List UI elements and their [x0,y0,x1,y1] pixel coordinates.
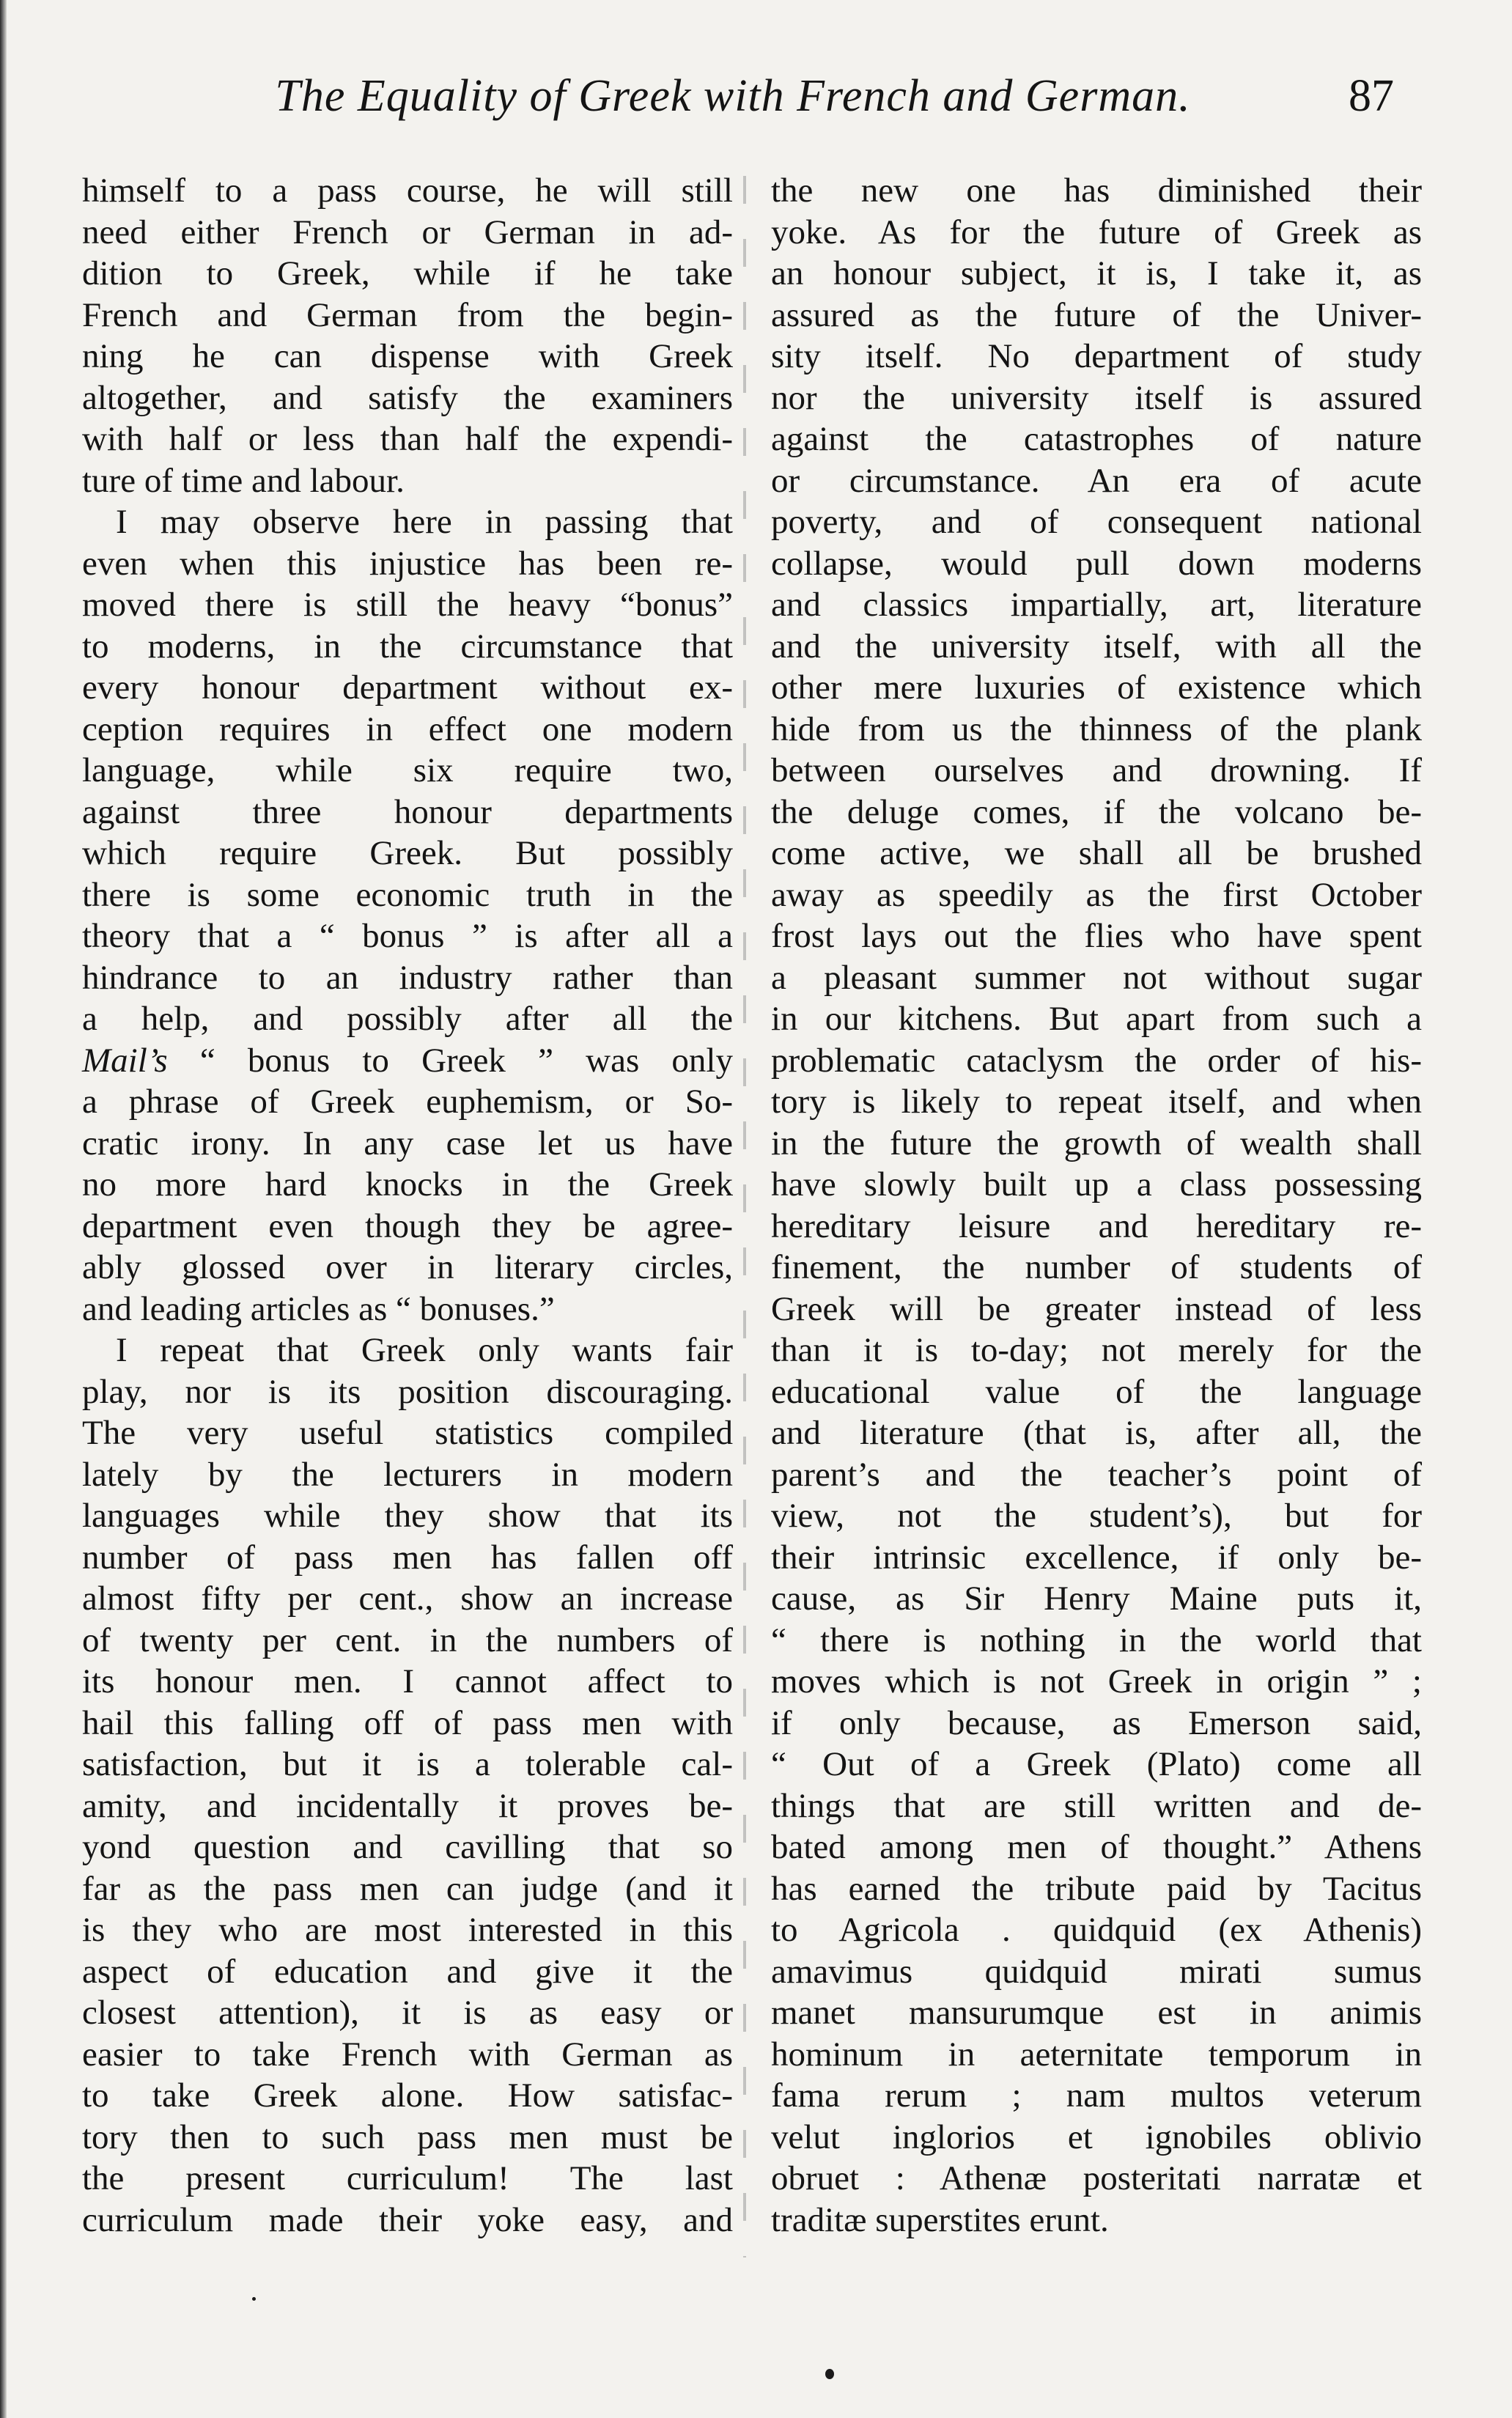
text-line: their intrinsic excellence, if only be- [771,1538,1422,1577]
text-line: bated among men of thought.” Athens [771,1828,1422,1866]
text-line: collapse, would pull down moderns [771,544,1422,583]
text-line: to Agricola . quidquid (ex Athenis) [771,1911,1422,1949]
ink-speck [252,2297,256,2301]
text-line: educational value of the language [771,1372,1422,1411]
text-line: things that are still written and de- [771,1786,1422,1825]
text-line: come active, we shall all be brushed [771,834,1422,872]
text-line: himself to a pass course, he will still [82,172,733,210]
text-line: ning he can dispense with Greek [82,337,733,375]
text-line: every honour department without ex- [82,668,733,707]
text-line: and the university itself, with all the [771,627,1422,666]
text-line: traditæ superstites erunt. [771,2200,1109,2239]
text-line: The very useful statistics compiled [82,1414,733,1452]
text-line: and literature (that is, after all, the [771,1414,1422,1452]
text-line: against three honour departments [82,792,733,831]
text-line: which require Greek. But possibly [82,834,733,872]
text-line: parent’s and the teacher’s point of [771,1455,1422,1494]
text-line: moved there is still the heavy “bonus” [82,586,733,624]
text-line: satisfaction, but it is a tolerable cal- [82,1745,733,1783]
text-line: than it is to-day; not merely for the [771,1331,1422,1369]
text-line: ably glossed over in literary circles, [82,1248,733,1286]
text-line: hereditary leisure and hereditary re- [771,1206,1422,1245]
text-line: closest attention), it is as easy or [82,1994,733,2032]
text-line: theory that a “ bonus ” is after all a [82,917,733,955]
page-number: 87 [1349,71,1394,121]
text-line: is they who are most interested in this [82,1911,733,1949]
text-line: fama rerum ; nam multos veterum [771,2076,1422,2115]
text-line: ception requires in effect one modern [82,709,733,748]
text-line: in our kitchens. But apart from such a [771,1000,1422,1038]
text-line: the new one has diminished their [771,172,1422,210]
text-line: easier to take French with German as [82,2035,733,2074]
text-line: poverty, and of consequent national [771,503,1422,541]
text-line: has earned the tribute paid by Tacitus [771,1869,1422,1908]
text-line: to moderns, in the circumstance that [82,627,733,666]
column-divider [743,176,746,2257]
text-line: velut inglorios et ignobiles oblivio [771,2117,1422,2156]
text-line: hominum in aeternitate temporum in [771,2035,1422,2074]
text-line: an honour subject, it is, I take it, as [771,254,1422,292]
scan-page-edge [0,0,7,2418]
running-head-title: The Equality of Greek with French and German. [275,71,1191,121]
text-line: yond question and cavilling that so [82,1828,733,1866]
text-line: away as speedily as the first October [771,875,1422,914]
text-line: cratic irony. In any case let us have [82,1124,733,1162]
text-line: the deluge comes, if the volcano be- [771,792,1422,831]
right-column [771,170,1422,2241]
text-line: other mere luxuries of existence which [771,668,1422,707]
text-line: yoke. As for the future of Greek as [771,213,1422,251]
text-line: with half or less than half the expendi- [82,420,733,458]
text-line: “ Out of a Greek (Plato) come all [771,1745,1422,1783]
text-line: manet mansurumque est in animis [771,1994,1422,2032]
text-line: in the future the growth of wealth shall [771,1124,1422,1162]
text-line: have slowly built up a class possessing [771,1165,1422,1204]
text-line: hail this falling off of pass men with [82,1703,733,1742]
text-line: ture of time and labour. [82,461,405,500]
text-line: hindrance to an industry rather than [82,958,733,997]
text-line: or circumstance. An era of acute [771,461,1422,500]
text-line: and classics impartially, art, literature [771,586,1422,624]
text-line: language, while six require two, [82,751,733,789]
text-line: view, not the student’s), but for [771,1497,1422,1535]
text-line: languages while they show that its [82,1497,733,1535]
text-line: dition to Greek, while if he take [82,254,733,292]
text-line: department even though they be agree- [82,1206,733,1245]
ink-dot [825,2369,834,2379]
text-line: against the catastrophes of nature [771,420,1422,458]
text-line: moves which is not Greek in origin ” ; [771,1662,1422,1700]
left-column [82,170,733,2241]
text-line: problematic cataclysm the order of his- [771,1041,1422,1080]
text-line: French and German from the begin- [82,295,733,334]
text-line: no more hard knocks in the Greek [82,1165,733,1204]
text-line: if only because, as Emerson said, [771,1703,1422,1742]
text-line: number of pass men has fallen off [82,1538,733,1577]
text-line: cause, as Sir Henry Maine puts it, [771,1580,1422,1618]
text-line: altogether, and satisfy the examiners [82,378,733,417]
italic-word: Mail’s [82,1041,168,1080]
text-line: a help, and possibly after all the [82,1000,733,1038]
text-line: even when this injustice has been re- [82,544,733,583]
text-line: finement, the number of students of [771,1248,1422,1286]
text-line: tory is likely to repeat itself, and when [771,1083,1422,1121]
text-line: nor the university itself is assured [771,378,1422,417]
text-line: the present curriculum! The last [82,2159,733,2197]
text-line: Greek will be greater instead of less [771,1289,1422,1328]
text-line: curriculum made their yoke easy, and [82,2200,733,2239]
text-line: play, nor is its position discouraging. [82,1372,733,1411]
text-line: tory then to such pass men must be [82,2117,733,2156]
text-line: amity, and incidentally it proves be- [82,1786,733,1825]
text-line: sity itself. No department of study [771,337,1422,375]
text-line: amavimus quidquid mirati sumus [771,1952,1422,1991]
text-line: need either French or German in ad- [82,213,733,251]
text-line: I may observe here in passing that [116,503,733,541]
text-line: I repeat that Greek only wants fair [116,1331,733,1369]
text-line: assured as the future of the Univer- [771,295,1422,334]
text-line: Mail’s “ bonus to Greek ” was only [82,1041,733,1080]
text-line: and leading articles as “ bonuses.” [82,1289,555,1328]
text-line: “ there is nothing in the world that [771,1621,1422,1659]
text-line: there is some economic truth in the [82,875,733,914]
text-line: its honour men. I cannot affect to [82,1662,733,1700]
text-line: a phrase of Greek euphemism, or So- [82,1083,733,1121]
text-line: a pleasant summer not without sugar [771,958,1422,997]
text-line: aspect of education and give it the [82,1952,733,1991]
text-line: obruet : Athenæ posteritati narratæ et [771,2159,1422,2197]
text-line: lately by the lecturers in modern [82,1455,733,1494]
text-line: of twenty per cent. in the numbers of [82,1621,733,1659]
text-line: frost lays out the flies who have spent [771,917,1422,955]
text-line: almost fifty per cent., show an increase [82,1580,733,1618]
text-line: far as the pass men can judge (and it [82,1869,733,1908]
text-line: hide from us the thinness of the plank [771,709,1422,748]
text-line: between ourselves and drowning. If [771,751,1422,789]
text-line: to take Greek alone. How satisfac- [82,2076,733,2115]
